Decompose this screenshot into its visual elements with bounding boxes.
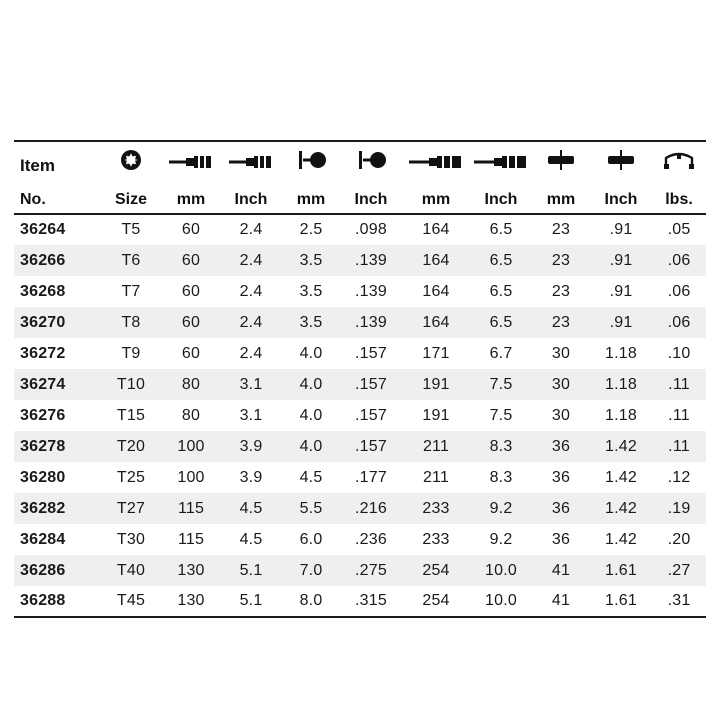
cell-value: 7.0	[299, 561, 323, 579]
cell-value: 3.1	[239, 406, 263, 424]
cell-value: .06	[667, 313, 691, 331]
cell-value: .177	[355, 468, 387, 486]
cell-value: 1.42	[605, 437, 637, 455]
cell-value: .216	[355, 499, 387, 517]
cell-item-no: 36284	[20, 530, 66, 548]
cell-value: 3.5	[299, 313, 323, 331]
cell-value: 164	[422, 313, 450, 331]
cell-value: 9.2	[489, 530, 513, 548]
cell-value: .12	[667, 468, 691, 486]
cell-value: .91	[609, 251, 633, 269]
cell-value: T27	[116, 499, 146, 517]
cell-value: .20	[667, 530, 691, 548]
cell-value: 2.4	[239, 282, 263, 300]
cell-value: 3.9	[239, 468, 263, 486]
cell-value: 41	[532, 586, 590, 617]
cell-value: .139	[355, 313, 387, 331]
cell-value: 164	[422, 221, 450, 238]
cell-value: 5.1	[220, 586, 282, 617]
header-weight-lbs: lbs.	[652, 178, 706, 214]
scale-glyph	[663, 151, 695, 171]
cell-value: 4.0	[299, 344, 323, 362]
cell-value: T5	[121, 221, 141, 238]
cell-value: 7.5	[489, 406, 513, 424]
cell-value: 3.5	[299, 251, 323, 269]
table-row	[14, 493, 706, 524]
header-length-inch: Inch	[470, 178, 532, 214]
blade-short-glyph	[228, 153, 274, 171]
header-length-mm: mm	[402, 178, 470, 214]
cell-value: 2.4	[239, 251, 263, 269]
cell-value: .157	[355, 437, 387, 455]
cell-value: .27	[667, 561, 691, 579]
cell-value: 2.4	[239, 313, 263, 331]
cell-value: 23	[551, 251, 571, 269]
tip-diameter-inch-icon	[340, 141, 402, 178]
cell-value: T30	[116, 530, 146, 548]
cell-value: T6	[121, 251, 141, 269]
handle-diameter-inch-icon	[590, 141, 652, 178]
cell-value: .11	[668, 375, 690, 393]
cell-value: 6.7	[489, 344, 513, 362]
table-row	[14, 400, 706, 431]
table-body	[14, 214, 706, 617]
cell-value: 4.0	[299, 375, 323, 393]
cell-value: .157	[355, 375, 387, 393]
cell-value: 60	[181, 344, 201, 362]
blade-width-mm-icon	[162, 141, 220, 178]
cell-value: 4.0	[299, 406, 323, 424]
blade-short-glyph	[168, 153, 214, 171]
cell-value: T8	[121, 313, 141, 331]
cell-item-no: 36264	[20, 221, 66, 238]
cell-value: 191	[422, 406, 450, 424]
table-row	[14, 524, 706, 555]
blade-long-glyph	[473, 153, 529, 171]
cell-value: 5.5	[299, 499, 323, 517]
cell-value: 10.0	[485, 561, 517, 579]
cell-value: 30	[551, 344, 571, 362]
cell-value: 6.5	[489, 221, 513, 238]
cell-value: 4.5	[239, 499, 263, 517]
cell-value: .139	[355, 251, 387, 269]
cell-value: 3.5	[299, 282, 323, 300]
cell-value: 164	[422, 251, 450, 269]
cell-value: 41	[551, 561, 571, 579]
tip-round-glyph	[294, 149, 328, 171]
cell-value: 30	[551, 406, 571, 424]
cell-value: 6.5	[489, 282, 513, 300]
cell-value: 233	[422, 530, 450, 548]
cell-value: 23	[551, 313, 571, 331]
cell-value: 3.9	[239, 437, 263, 455]
cell-value: 80	[181, 406, 201, 424]
cell-value: 36	[551, 437, 571, 455]
cell-value: 100	[177, 437, 205, 455]
table-row	[14, 338, 706, 369]
cell-item-no: 36274	[20, 375, 66, 393]
cell-value: 10.0	[470, 586, 532, 617]
cell-value: 6.5	[489, 313, 513, 331]
cell-item-no: 36270	[20, 313, 66, 331]
cell-value: 191	[422, 375, 450, 393]
header-handle-inch: Inch	[590, 178, 652, 214]
cell-value: 254	[402, 586, 470, 617]
cell-value: 1.42	[605, 530, 637, 548]
cell-value: 1.18	[605, 406, 637, 424]
cell-value: 36	[551, 530, 571, 548]
cell-value: 4.0	[299, 437, 323, 455]
cell-value: 80	[181, 375, 201, 393]
cell-value: .236	[355, 530, 387, 548]
cell-item-no: 36268	[20, 282, 66, 300]
cell-value: .06	[667, 282, 691, 300]
cell-value: .10	[667, 344, 691, 362]
cell-value: 211	[422, 468, 450, 486]
cell-value: 211	[422, 437, 450, 455]
header-icon-row	[14, 141, 706, 178]
handle-diameter-mm-icon	[532, 141, 590, 178]
cell-value: 164	[422, 282, 450, 300]
cell-value: 30	[551, 375, 571, 393]
cell-value: 60	[181, 313, 201, 331]
table-row	[14, 369, 706, 400]
cell-value: .05	[667, 221, 691, 238]
cell-value: .91	[609, 313, 633, 331]
cell-value: 171	[422, 344, 450, 362]
cell-value: 60	[181, 282, 201, 300]
handle-grip-glyph	[604, 149, 638, 171]
item-label: Item	[14, 141, 100, 178]
cell-value: .157	[355, 344, 387, 362]
table-row	[14, 245, 706, 276]
blade-length-inch-icon	[470, 141, 532, 178]
cell-value: 130	[177, 561, 205, 579]
cell-value: 7.5	[489, 375, 513, 393]
cell-item-no: 36278	[20, 437, 66, 455]
cell-value: 36	[551, 499, 571, 517]
header-blade-width-mm: mm	[162, 178, 220, 214]
table-row	[14, 431, 706, 462]
header-size: Size	[100, 178, 162, 214]
cell-value: T25	[116, 468, 146, 486]
cell-item-no: 36272	[20, 344, 66, 362]
handle-grip-glyph	[544, 149, 578, 171]
cell-value: 5.1	[239, 561, 263, 579]
cell-item-no: 36282	[20, 499, 66, 517]
cell-value: 1.61	[590, 586, 652, 617]
cell-value: 23	[551, 282, 571, 300]
cell-item-no: 36266	[20, 251, 66, 269]
cell-value: .139	[355, 282, 387, 300]
torx-tip-icon	[100, 141, 162, 178]
specification-table	[14, 140, 706, 618]
cell-value: 36	[551, 468, 571, 486]
cell-value: 130	[162, 586, 220, 617]
table-row	[14, 214, 706, 245]
header-handle-mm: mm	[532, 178, 590, 214]
cell-value: 233	[422, 499, 450, 517]
cell-value: 1.18	[605, 344, 637, 362]
cell-value: .275	[355, 561, 387, 579]
blade-long-glyph	[408, 153, 464, 171]
header-tip-dia-mm: mm	[282, 178, 340, 214]
cell-value: 115	[177, 530, 205, 548]
cell-value: 3.1	[239, 375, 263, 393]
cell-item-no: 36280	[20, 468, 66, 486]
cell-item-no: 36288	[14, 586, 100, 617]
cell-value: T40	[116, 561, 146, 579]
cell-value: .06	[667, 251, 691, 269]
cell-value: .91	[609, 221, 633, 238]
cell-value: .31	[652, 586, 706, 617]
cell-value: 1.18	[605, 375, 637, 393]
cell-value: T45	[100, 586, 162, 617]
table-header	[14, 141, 706, 214]
cell-value: .11	[668, 437, 690, 455]
cell-value: 100	[177, 468, 205, 486]
header-blade-width-inch: Inch	[220, 178, 282, 214]
cell-value: .157	[355, 406, 387, 424]
cell-value: 1.42	[605, 499, 637, 517]
table-row	[14, 555, 706, 586]
cell-value: 6.0	[299, 530, 323, 548]
tip-diameter-mm-icon	[282, 141, 340, 178]
cell-value: 23	[551, 221, 571, 238]
cell-item-no: 36276	[20, 406, 66, 424]
cell-value: .91	[609, 282, 633, 300]
cell-value: 8.3	[489, 437, 513, 455]
header-tip-dia-inch: Inch	[340, 178, 402, 214]
table-row	[14, 276, 706, 307]
blade-length-mm-icon	[402, 141, 470, 178]
cell-value: 2.4	[239, 221, 263, 238]
cell-value: .19	[667, 499, 691, 517]
cell-value: .098	[355, 221, 387, 238]
cell-value: 8.0	[282, 586, 340, 617]
cell-value: .315	[340, 586, 402, 617]
blade-width-inch-icon	[220, 141, 282, 178]
cell-value: 1.42	[605, 468, 637, 486]
cell-value: 4.5	[299, 468, 323, 486]
header-item-no: No.	[14, 178, 100, 214]
cell-value: 6.5	[489, 251, 513, 269]
cell-value: 2.5	[299, 221, 323, 238]
cell-value: T9	[121, 344, 141, 362]
cell-value: T10	[116, 375, 146, 393]
cell-value: 8.3	[489, 468, 513, 486]
table-row	[14, 307, 706, 338]
cell-value: 4.5	[239, 530, 263, 548]
cell-value: 60	[181, 251, 201, 269]
cell-value: T7	[121, 282, 141, 300]
cell-value: 1.61	[605, 561, 637, 579]
cell-item-no: 36286	[20, 561, 66, 579]
cell-value: 9.2	[489, 499, 513, 517]
table-row	[14, 462, 706, 493]
header-unit-row	[14, 178, 706, 214]
cell-value: T15	[116, 406, 146, 424]
cell-value: 60	[181, 221, 201, 238]
cell-value: 2.4	[239, 344, 263, 362]
cell-value: 254	[422, 561, 450, 579]
cell-value: T20	[116, 437, 146, 455]
tip-round-glyph	[354, 149, 388, 171]
cell-value: .11	[668, 406, 690, 424]
cell-value: 115	[177, 499, 205, 517]
weight-icon	[652, 141, 706, 178]
table-row	[14, 586, 706, 617]
torx-star-glyph	[120, 149, 142, 171]
